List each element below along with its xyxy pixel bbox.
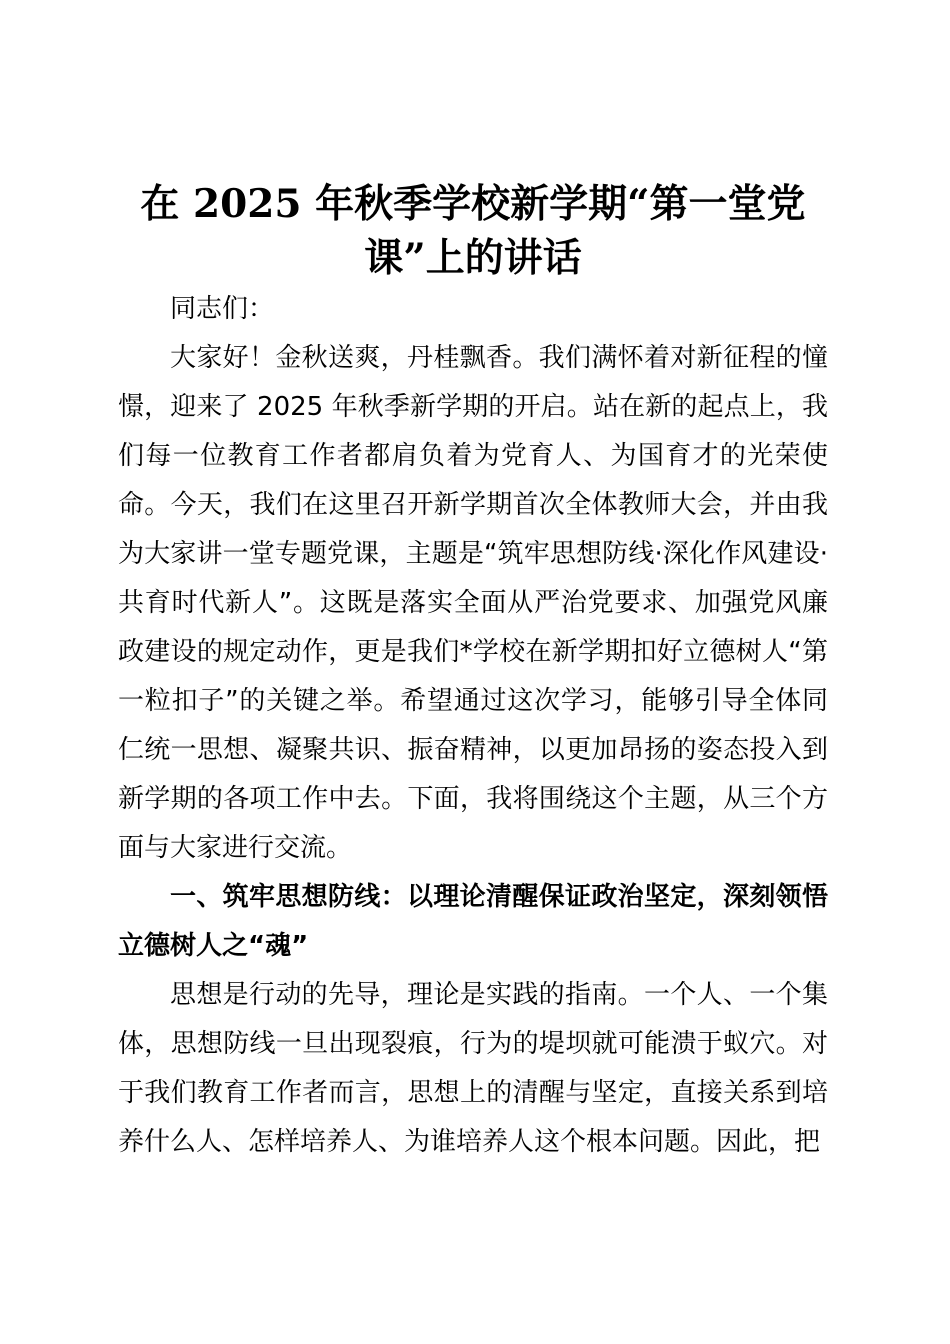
paragraph-salutation: 同志们： bbox=[170, 294, 275, 324]
paragraph-heading: 一、筑牢思想防线：以理论清醒保证政治坚定，深刻领悟立德树人之“魂” bbox=[118, 882, 828, 961]
document-body bbox=[118, 285, 828, 1167]
document-title: 在 2025 年秋季学校新学期“第一堂党课”上的讲话 bbox=[140, 181, 806, 281]
paragraph-body: 大家好！金秋送爽，丹桂飘香。我们满怀着对新征程的憧憬，迎来了 2025 年秋季新学期的开启。站在新的起点上，我们每一位教育工作者都肩负着为党育人、为国育才的光荣使命。今天，我们在这里召开新学期首次全体教师大会，并由我为大家讲一堂专题党课，主题是“筑牢思想防线·深化作风建设·共育时代新人”。这既是落实全面从严治党要求、加强党风廉政建设的规定动作，更是我们*学校在新学期扣好立德树人“第一粒扣子”的关键之举。希望通过这次学习，能够引导全体同仁统一思想、凝聚共识、振奋精神，以更加昂扬的姿态投入到新学期的各项工作中去。下面，我将围绕这个主题，从三个方面与大家进行交流。 bbox=[118, 343, 828, 863]
paragraph-body: 思想是行动的先导，理论是实践的指南。一个人、一个集体，思想防线一旦出现裂痕，行为的堤坝就可能溃于蚁穴。对于我们教育工作者而言，思想上的清醒与坚定，直接关系到培养什么人、怎样培养人、为谁培养人这个根本问题。因此，把 bbox=[118, 980, 828, 1157]
